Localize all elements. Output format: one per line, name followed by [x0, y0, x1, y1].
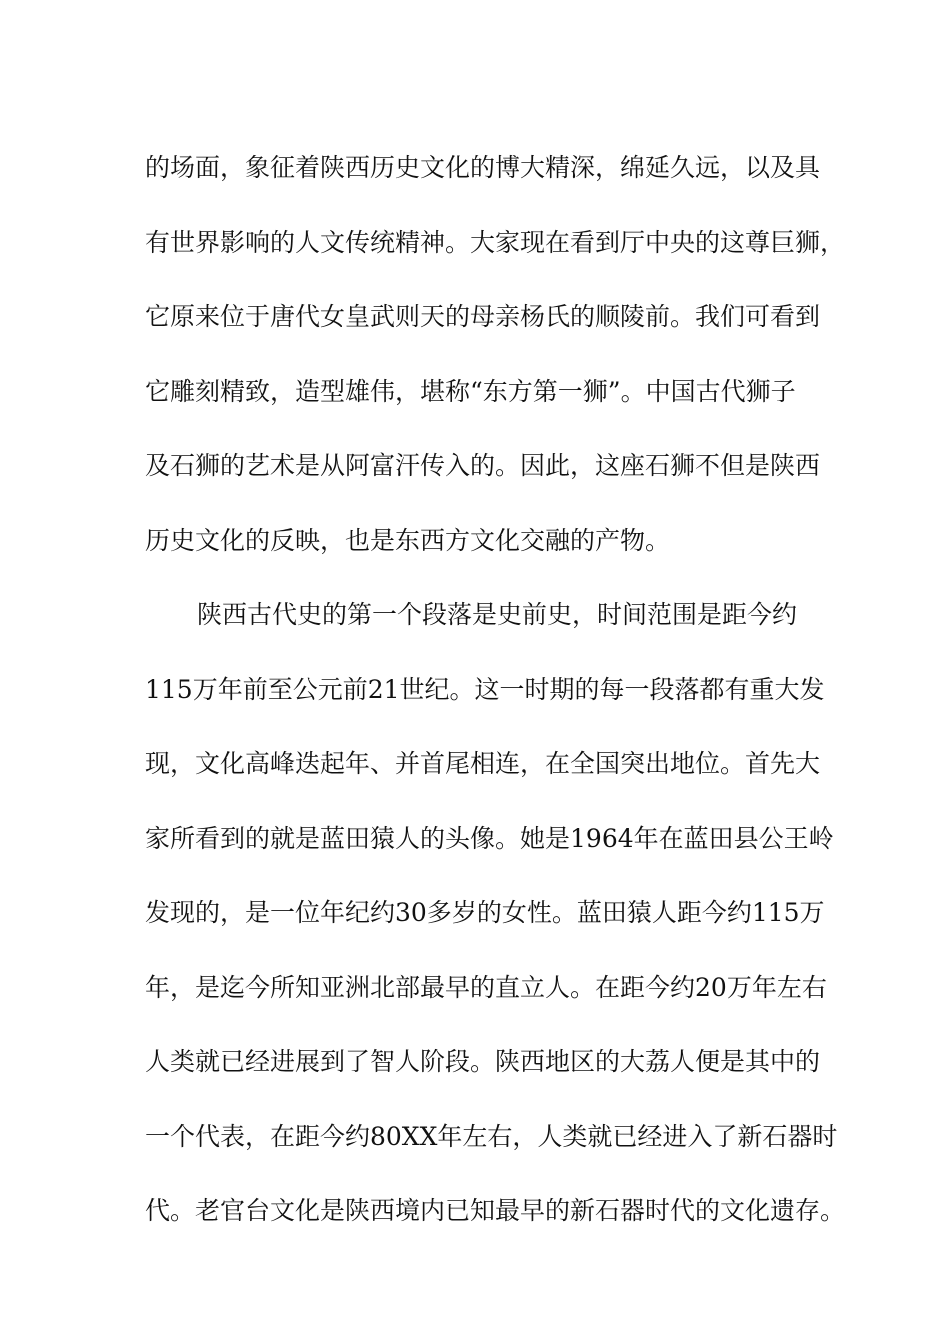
text-line: 一个代表，在距今约80XX年左右，人类就已经进入了新石器时	[145, 1121, 838, 1151]
text-line: 代。老官台文化是陕西境内已知最早的新石器时代的文化遗存。	[145, 1196, 846, 1225]
text-line-indented: 陕西古代史的第一个段落是史前史，时间范围是距今约	[197, 600, 798, 629]
text-line: 家所看到的就是蓝田猿人的头像。她是1964年在蓝田县公王岭	[145, 823, 834, 853]
text-line: 有世界影响的人文传统精神。大家现在看到厅中央的这尊巨狮，	[145, 227, 846, 257]
paragraph-2	[145, 578, 846, 1249]
text-line: 历史文化的反映，也是东西方文化交融的产物。	[145, 525, 671, 555]
text-line: 人类就已经进展到了智人阶段。陕西地区的大荔人便是其中的	[145, 1047, 821, 1076]
text-line: 现，文化高峰迭起年、并首尾相连，在全国突出地位。首先大	[145, 749, 821, 778]
text-line: 年，是迄今所知亚洲北部最早的直立人。在距今约20万年左右	[145, 972, 827, 1002]
text-line: 它雕刻精致，造型雄伟，堪称“东方第一狮”。中国古代狮子	[145, 376, 796, 406]
text-line: 的场面，象征着陕西历史文化的博大精深，绵延久远，以及具	[145, 153, 821, 182]
text-line: 及石狮的艺术是从阿富汗传入的。因此，这座石狮不但是陕西	[145, 451, 821, 480]
paragraph-1	[145, 131, 846, 578]
text-line: 它原来位于唐代女皇武则天的母亲杨氏的顺陵前。我们可看到	[145, 302, 821, 331]
body-text	[145, 131, 846, 1249]
text-line: 发现的，是一位年纪约30多岁的女性。蓝田猿人距今约115万	[145, 898, 825, 927]
text-line: 115万年前至公元前21世纪。这一时期的每一段落都有重大发	[145, 674, 825, 704]
